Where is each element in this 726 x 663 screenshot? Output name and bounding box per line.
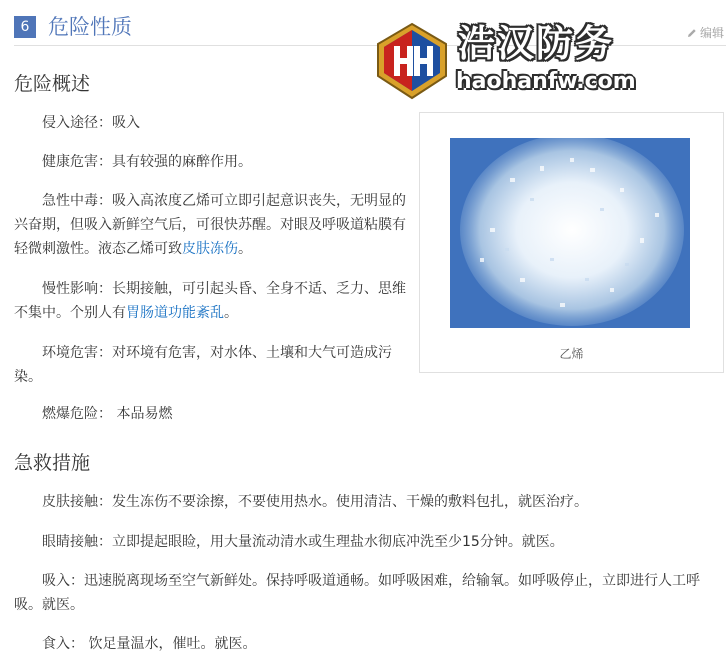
para-skin: 皮肤接触：发生冻伤不要涂擦，不要使用热水。使用清洁、干燥的敷料包扎，就医治疗。 (42, 494, 588, 510)
link-frostbite[interactable]: 皮肤冻伤 (182, 241, 238, 257)
section-number: 6 (14, 16, 36, 38)
logo-brand-cn: 浩汉防务 (458, 21, 614, 65)
chronic-end: 。 (224, 305, 238, 321)
chronic-text: 慢性影响：长期接触，可引起头昏、全身不适、乏力、思维不集中。个别人有 (14, 281, 406, 321)
para-explosion: 燃爆危险： 本品易燃 (42, 406, 173, 422)
acute-text: 急性中毒：吸入高浓度乙烯可立即引起意识丧失，无明显的兴奋期，但吸入新鲜空气后，可很快苏醒。对眼及呼吸道粘膜有轻微刺激性。液态乙烯可致 (14, 193, 406, 257)
ethylene-photo[interactable] (450, 138, 690, 328)
edit-link[interactable] (687, 24, 724, 41)
link-gi-disorder[interactable]: 胃肠道功能紊乱 (126, 305, 224, 321)
para-inhalation: 吸入：迅速脱离现场至空气新鲜处。保持呼吸道通畅。如呼吸困难，给输氧。如呼吸停止，立即进行人工呼吸。就医。 (14, 573, 700, 613)
para-route: 侵入途径：吸入 (42, 115, 140, 131)
acute-end: 。 (238, 241, 252, 257)
para-chronic (14, 277, 408, 325)
logo-brand-en: haohanfw.com (456, 69, 636, 94)
para-health: 健康危害：具有较强的麻醉作用。 (42, 154, 252, 170)
para-eye: 眼睛接触：立即提起眼睑，用大量流动清水或生理盐水彻底冲洗至少15分钟。就医。 (42, 534, 564, 550)
image-figure (419, 112, 724, 373)
para-ingestion: 食入： 饮足量温水，催吐。就医。 (42, 636, 257, 652)
figure-caption: 乙烯 (559, 347, 584, 361)
pencil-icon (687, 28, 697, 38)
shield-hh-icon (376, 22, 448, 100)
first-aid-heading: 急救措施 (14, 452, 91, 474)
edit-label: 编辑 (699, 26, 724, 40)
watermark-logo (376, 20, 644, 102)
para-environment: 环境危害：对环境有危害，对水体、土壤和大气可造成污染。 (14, 345, 392, 385)
hazard-heading: 危险概述 (14, 73, 91, 95)
section-title: 危险性质 (48, 15, 132, 39)
para-acute (14, 189, 408, 261)
